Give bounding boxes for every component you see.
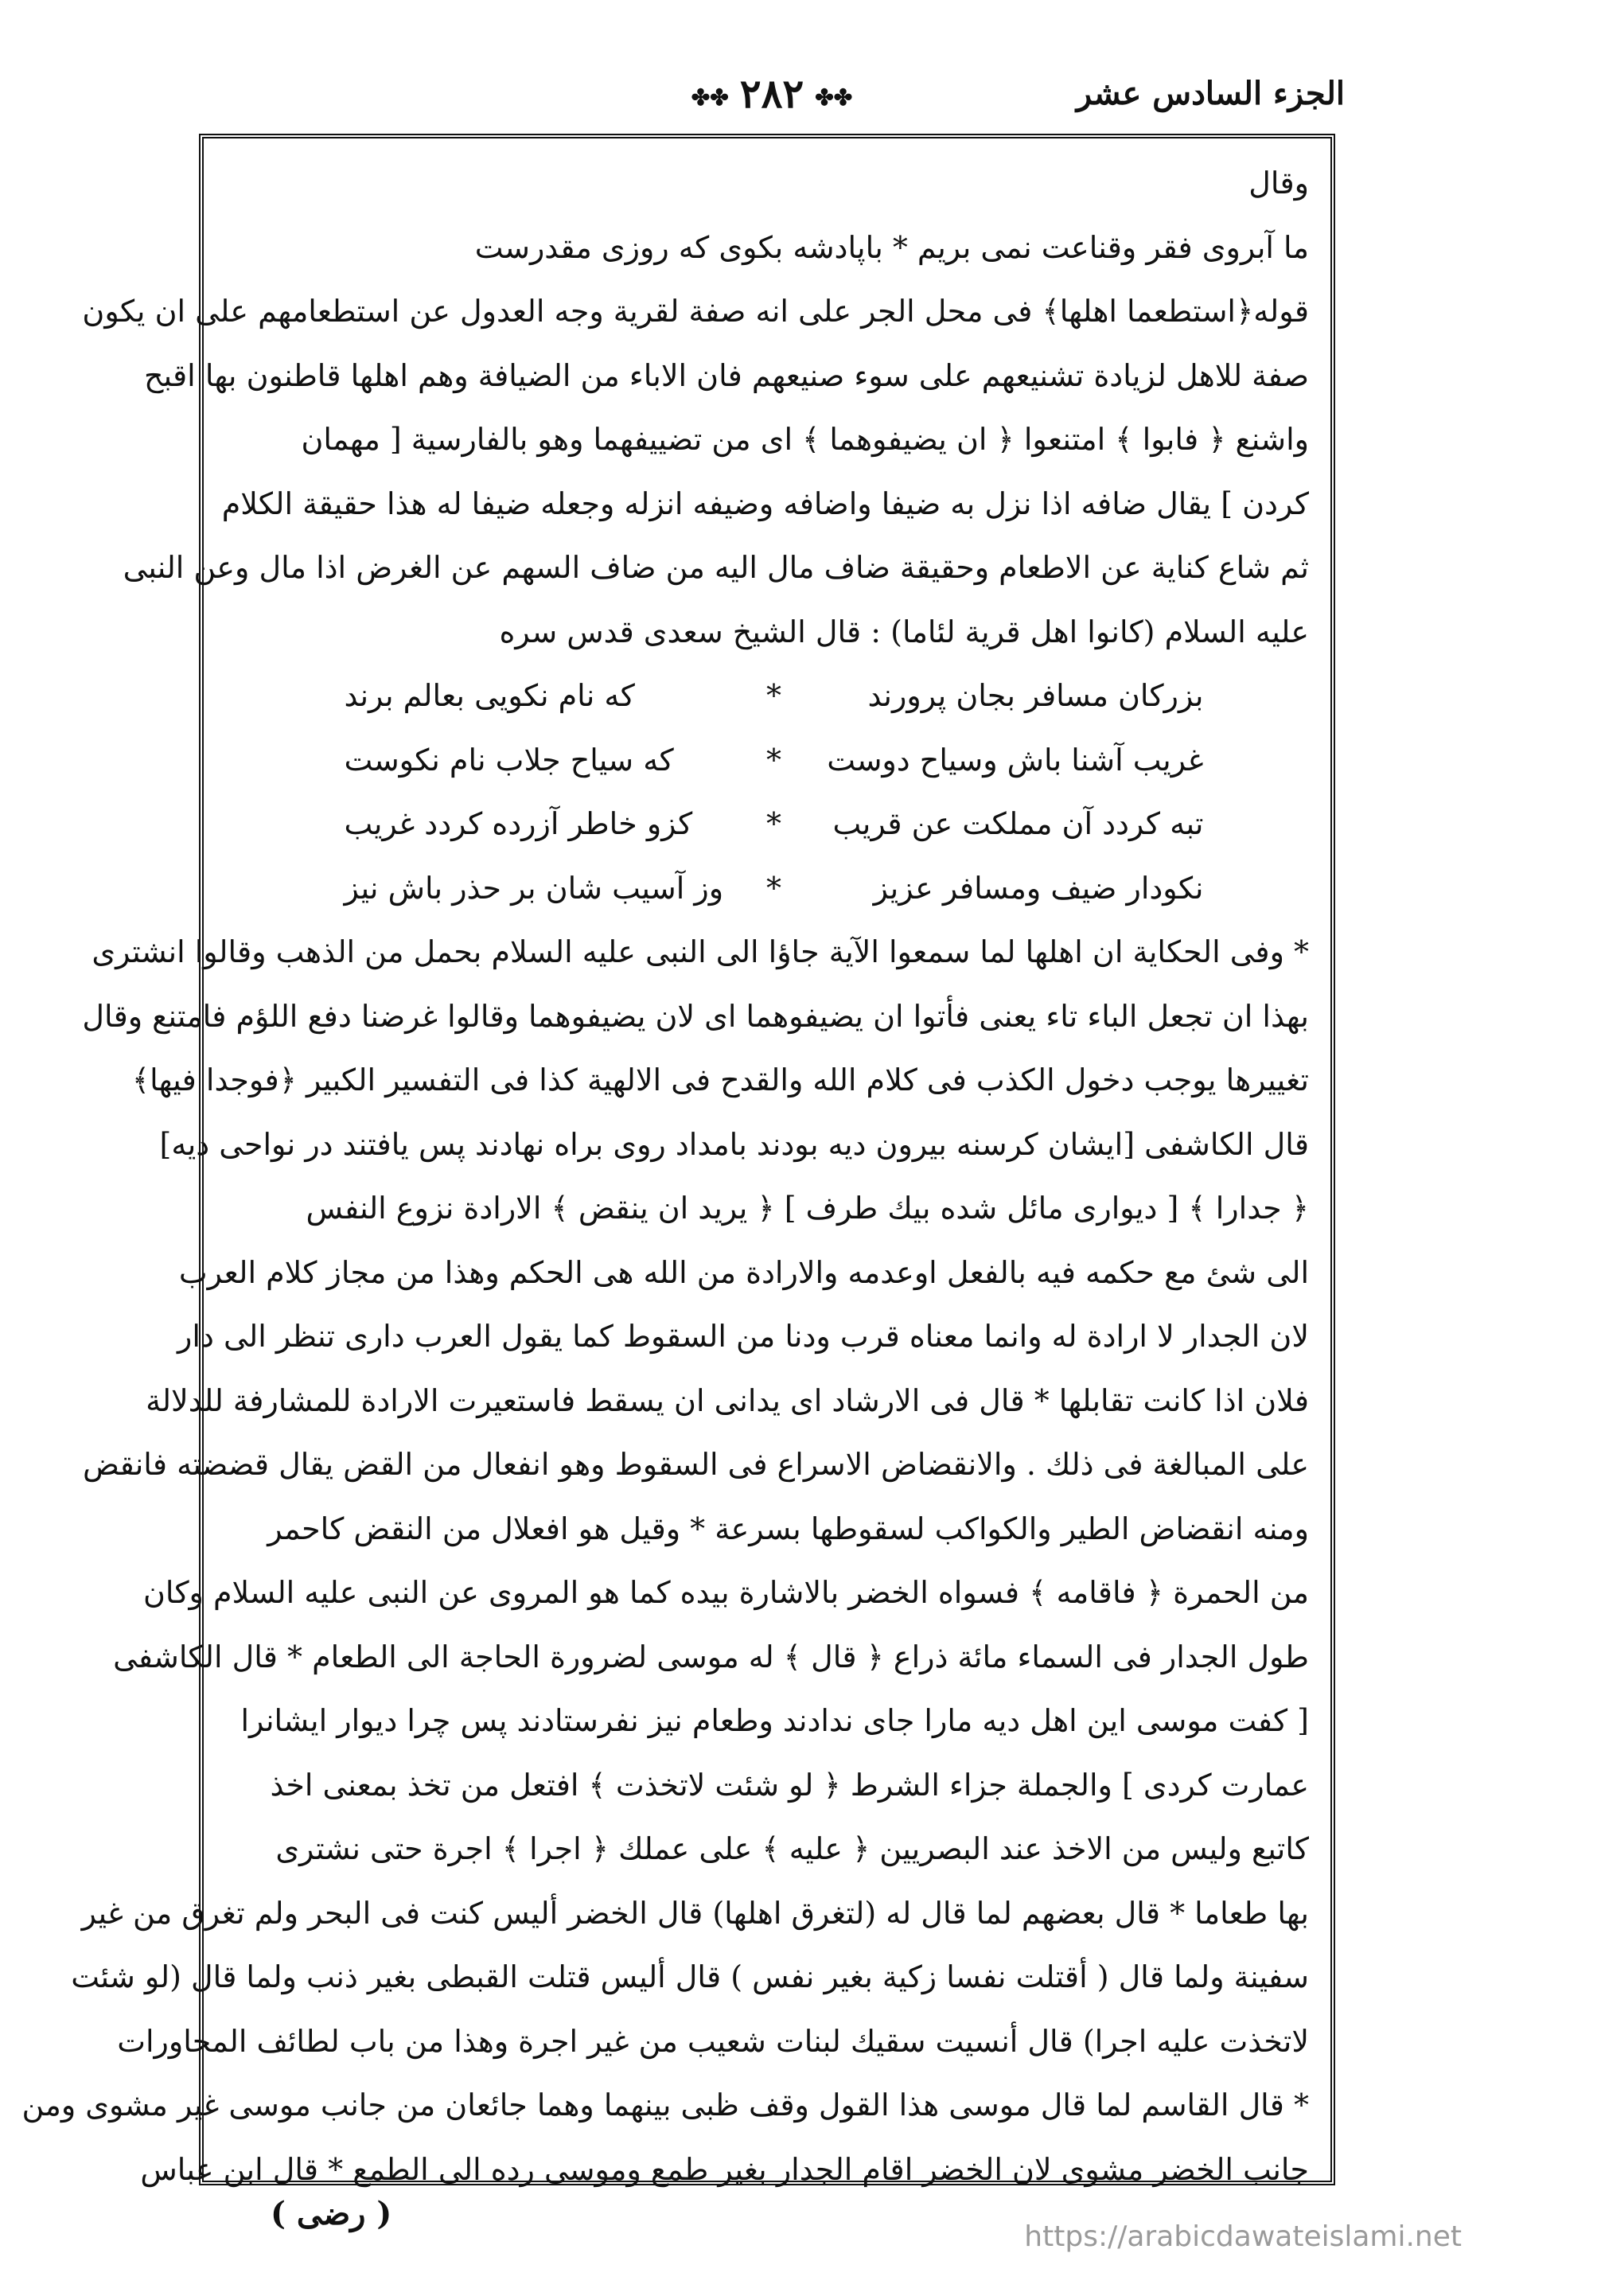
text-line: عمارت كردى ] والجملة جزاء الشرط ﴿ لو شئت لاتخذت ﴾ افتعل من تخذ بمعنى اخذ bbox=[270, 1767, 1309, 1803]
text-line: ﴿ جدارا ﴾ [ ديوارى مائل شده بيك طرف ] ﴿ يريد ان ينقض ﴾ الارادة نزوع النفس bbox=[306, 1191, 1309, 1226]
catchword: ( رضى ) bbox=[271, 2195, 392, 2232]
page-number-block bbox=[680, 70, 863, 117]
text-line: واشنع ﴿ فابوا ﴾ امتنعوا ﴿ ان يضيفوهما ﴾ اى من تضييفهما وهو بالفارسية [ مهمان bbox=[301, 422, 1309, 457]
text-line: عليه السلام (كانوا اهل قرية لئاما) : قال الشيخ سعدى قدس سره bbox=[499, 614, 1309, 649]
text-line: تغييرها يوجب دخول الكذب فى كلام الله والقدح فى الالهية كذا فى التفسير الكبير ﴿فوجدا فيها﴾ bbox=[131, 1062, 1309, 1097]
text-line: قوله﴿استطعما اهلها﴾ فى محل الجر على انه صفة لقرية وجه العدول عن استطعامهم على ان يكون bbox=[82, 294, 1309, 329]
poem-verse bbox=[239, 792, 1309, 856]
text-line: لان الجدار لا ارادة له وانما معناه قرب ودنا من السقوط كما يقول العرب دارى تنظر الى دار bbox=[177, 1319, 1309, 1354]
verse-separator: * bbox=[766, 806, 781, 841]
verse-hemistich: نكودار ضيف ومسافر عزيز bbox=[873, 870, 1204, 906]
text-line: * وفى الحكاية ان اهلها لما سمعوا الآية جاؤا الى النبى عليه السلام بحمل من الذهب وقالوا انشترى bbox=[92, 934, 1309, 969]
verse-hemistich: غريب آشنا باش وسياح دوست bbox=[827, 742, 1204, 778]
text-line: الى شئ مع حكمه فيه بالفعل اوعدمه والارادة من الله هى الحكم وهذا من مجاز كلام العرب bbox=[178, 1254, 1309, 1290]
page-header bbox=[199, 70, 1345, 126]
verse-hemistich: بزركان مسافر بجان پرورند bbox=[867, 678, 1204, 713]
text-line: طول الجدار فى السماء مائة ذراع ﴿ قال ﴾ له موسى لضرورة الحاجة الى الطعام * قال الكاشفى bbox=[113, 1639, 1309, 1674]
text-line: كردن ] يقال ضافه اذا نزل به ضيفا واضافه وضيفه انزله وجعله ضيفا له هذا حقيقة الكلام bbox=[221, 485, 1309, 521]
text-line: * قال القاسم لما قال موسى هذا القول وقف ظبى بينهما وهما جائعان من جانب موسى غير مشوى ومن bbox=[21, 2087, 1309, 2123]
poem-verse bbox=[239, 728, 1309, 793]
text-line: ثم شاع كناية عن الاطعام وحقيقة ضاف مال اليه من ضاف السهم عن الغرض اذا مال وعن النبى bbox=[123, 550, 1309, 585]
text-line: ما آبروى فقر وقناعت نمى بريم * باپادشه بكوى كه روزى مقدرست bbox=[474, 229, 1309, 265]
verse-separator: * bbox=[766, 678, 781, 713]
text-line: بهذا ان تجعل الباء تاء يعنى فأتوا ان يضيفوهما اى لان يضيفوهما وقالوا غرضنا دفع اللؤم فامتنع وقال bbox=[82, 998, 1309, 1034]
text-line: فلان اذا كانت تقابلها * قال فى الارشاد اى يدانى ان يسقط فاستعيرت الارادة للمشارفة للدلالة bbox=[146, 1382, 1309, 1418]
verse-hemistich: كزو خاطر آزرده كردد غريب bbox=[344, 806, 693, 841]
text-line: على المبالغة فى ذلك . والانقضاض الاسراع فى السقوط وهو انفعال من القض يقال قضضته فانقض bbox=[82, 1447, 1309, 1482]
text-line: جانب الخضر مشوى لان الخضر اقام الجدار بغير طمع وموسى رده الى الطمع * قال ابن عباس bbox=[140, 2151, 1309, 2187]
poem-verse bbox=[239, 664, 1309, 728]
text-line: قال الكاشفى [ايشان كرسنه بيرون ديه بودند بامداد روى براه نهادند پس يافتند در نواحى ديه] bbox=[159, 1126, 1309, 1162]
verse-separator: * bbox=[766, 870, 781, 906]
text-line: سفينة ولما قال ( أقتلت نفسا زكية بغير نفس ) قال أليس قتلت القبطى بغير ذنب ولما قال (لو شئت bbox=[71, 1959, 1309, 1994]
text-line: كاتبع وليس من الاخذ عند البصريين ﴿ عليه ﴾ على عملك ﴿ اجرا ﴾ اجرة حتى نشترى bbox=[275, 1831, 1309, 1866]
text-line: من الحمرة ﴿ فاقامه ﴾ فسواه الخضر بالاشارة بيده كما هو المروى عن النبى عليه السلام وكان bbox=[142, 1575, 1309, 1610]
text-line: بها طعاما * قال بعضهم لما قال له (لتغرق اهلها) قال الخضر أليس كنت فى البحر ولم تغرق من غير bbox=[81, 1895, 1309, 1931]
verse-separator: * bbox=[766, 742, 781, 778]
text-line: وقال bbox=[1248, 166, 1309, 201]
text-line: لاتخذت عليه اجرا) قال أنسيت سقيك لبنات شعيب من غير اجرة وهذا من باب لطائف المحاورات bbox=[117, 2023, 1309, 2059]
ornament-left-icon: ✤✤ bbox=[815, 84, 853, 111]
text-line: ومنه انقضاض الطير والكواكب لسقوطها بسرعة * وقيل هو افعلال من النقض كاحمر bbox=[267, 1511, 1309, 1546]
poem-verse bbox=[239, 856, 1309, 921]
page-body bbox=[21, 151, 1309, 2187]
source-watermark: https://arabicdawateislami.net bbox=[1024, 2220, 1462, 2253]
verse-hemistich: تبه كردد آن مملكت عن قريب bbox=[832, 806, 1204, 841]
verse-hemistich: كه نام نكويى بعالم برند bbox=[344, 678, 635, 713]
text-line: [ كفت موسى اين اهل ديه مارا جاى ندادند وطعام نيز نفرستادند پس چرا ديوار ايشانرا bbox=[240, 1703, 1309, 1738]
part-title: الجزء السادس عشر bbox=[1076, 75, 1345, 112]
ornament-right-icon: ✤✤ bbox=[691, 84, 729, 111]
text-line: صفة للاهل لزيادة تشنيعهم على سوء صنيعهم فان الاباء من الضيافة وهم اهلها قاطنون بها اقبح bbox=[144, 357, 1309, 393]
verse-hemistich: وز آسيب شان بر حذر باش نيز bbox=[344, 870, 724, 906]
page-number: ٢٨٢ bbox=[739, 70, 804, 117]
verse-hemistich: كه سياح جلاب نام نكوست bbox=[344, 742, 674, 778]
